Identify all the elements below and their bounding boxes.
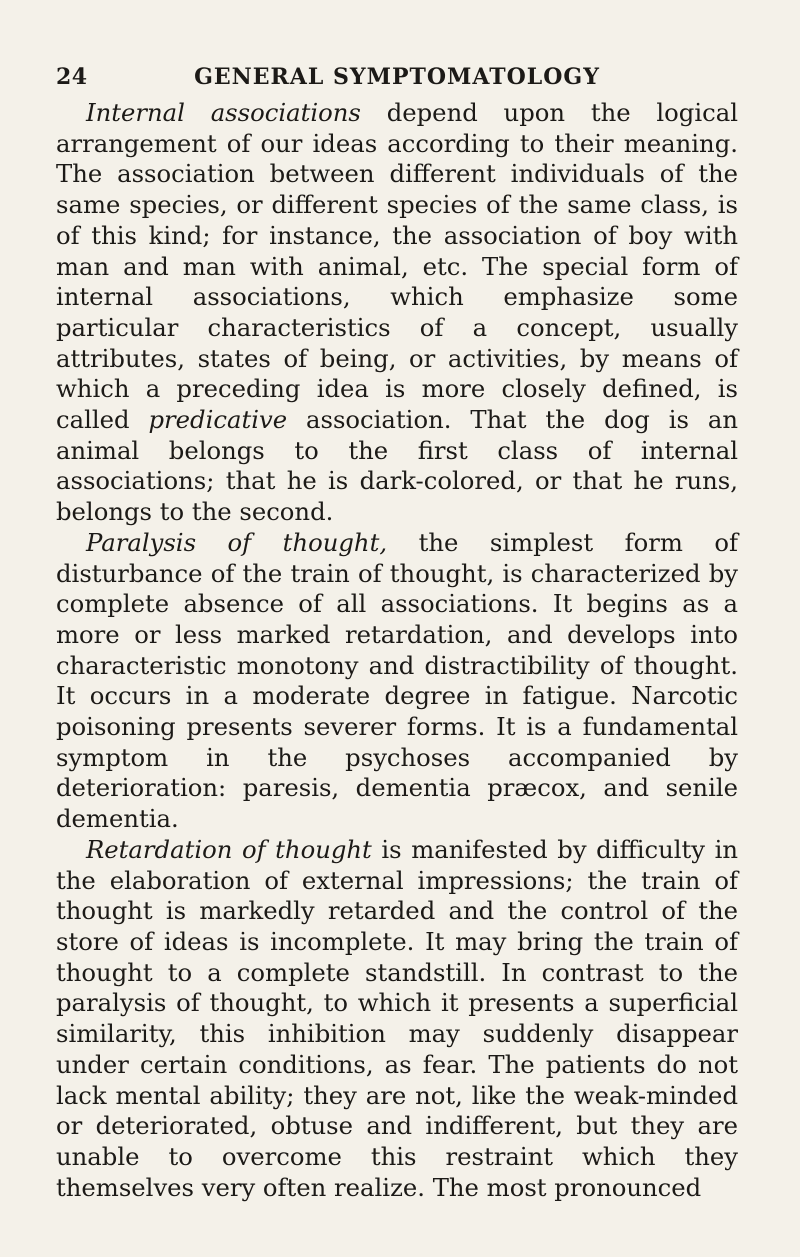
term-internal-associations: Internal associations (86, 98, 361, 127)
paragraph-internal-associations (56, 98, 738, 528)
paragraph-text: depend upon the logical arrangement of our ideas according to their meaning. The association between different individuals of the same species, or different species of the same class, is of this kind; for instance, the association of boy with man and man with animal, etc. The special form of internal associations, which emphasize some particular characteristics of a concept, usually attributes, states of being, or activities, by means of which a preceding idea is more closely defined, is called (56, 98, 738, 435)
running-head: GENERAL SYMPTOMATOLOGY (194, 64, 600, 90)
term-paralysis-of-thought: Paralysis of thought, (86, 527, 388, 557)
term-retardation-of-thought: Retardation of thought (86, 834, 372, 864)
page-header (56, 58, 738, 98)
body-text (56, 98, 738, 1203)
book-page (56, 58, 738, 1203)
paragraph-retardation-of-thought (56, 835, 738, 1203)
paragraph-text: the simplest form of disturbance of the train of thought, is characterized by complete absence of all associations. It begins as a more or less marked retardation, and develops into characteristic monotony and distractibility of thought. It occurs in a moderate degree in fatigue. Narcotic poisoning presents severer forms. It is a fundamental symptom in the psychoses accompanied by deterioration: paresis, dementia præcox, and senile dementia. (56, 527, 738, 834)
paragraph-text: association. That the dog is an animal belongs to the first class of internal associations; that he is dark-colored, or that he runs, belongs to the second. (56, 405, 738, 527)
term-predicative: predicative (148, 405, 288, 435)
paragraph-text: is manifested by difficulty in the elaboration of external impressions; the train of thought is markedly retarded and the control of the store of ideas is incomplete. It may bring the train of thought to a complete standstill. In contrast to the paralysis of thought, to which it presents a superficial similarity, this inhibition may suddenly disappear under certain conditions, as fear. The patients do not lack mental ability; they are not, like the weak-minded or deteriorated, obtuse and indifferent, but they are unable to overcome this restraint which they themselves very often realize. The most pronounced (56, 834, 738, 1202)
paragraph-paralysis-of-thought (56, 528, 738, 835)
page-number: 24 (56, 64, 88, 90)
